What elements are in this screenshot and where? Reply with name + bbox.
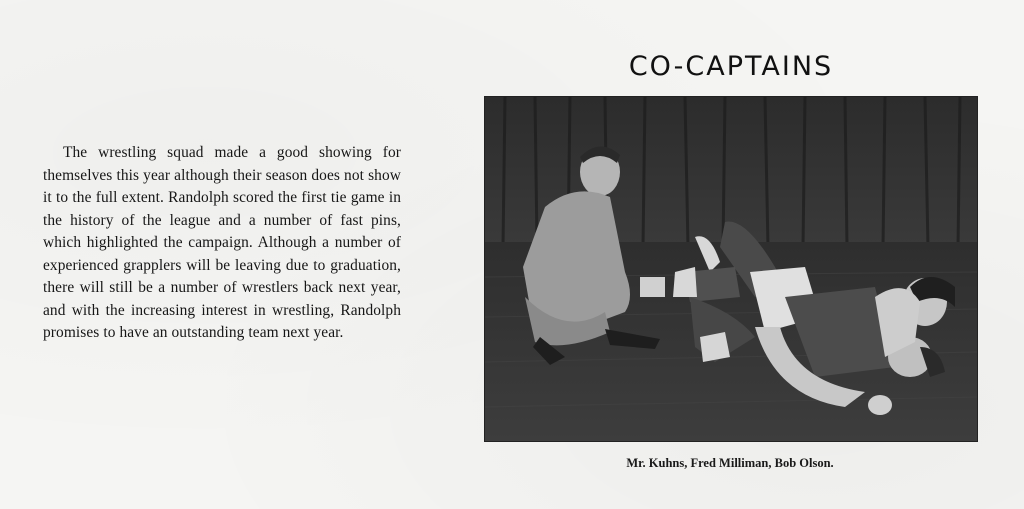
page-title: CO-CAPTAINS	[628, 51, 834, 83]
article-paragraph: The wrestling squad made a good showing for themselves this year although their season does not show it to the full extent. Randolph scored the first tie game in the history of the league and a number of fast pins, which highlighted the campaign. Although a number of experienced grapplers will be leaving due to graduation, there will still be a number of wrestlers back next year, and with the increasing interest in wrestling, Randolph promises to have an outstanding team next year.	[43, 144, 401, 341]
photo-caption: Mr. Kuhns, Fred Milliman, Bob Olson.	[626, 456, 834, 470]
photo-illustration	[485, 97, 977, 441]
team-photo	[484, 96, 978, 442]
